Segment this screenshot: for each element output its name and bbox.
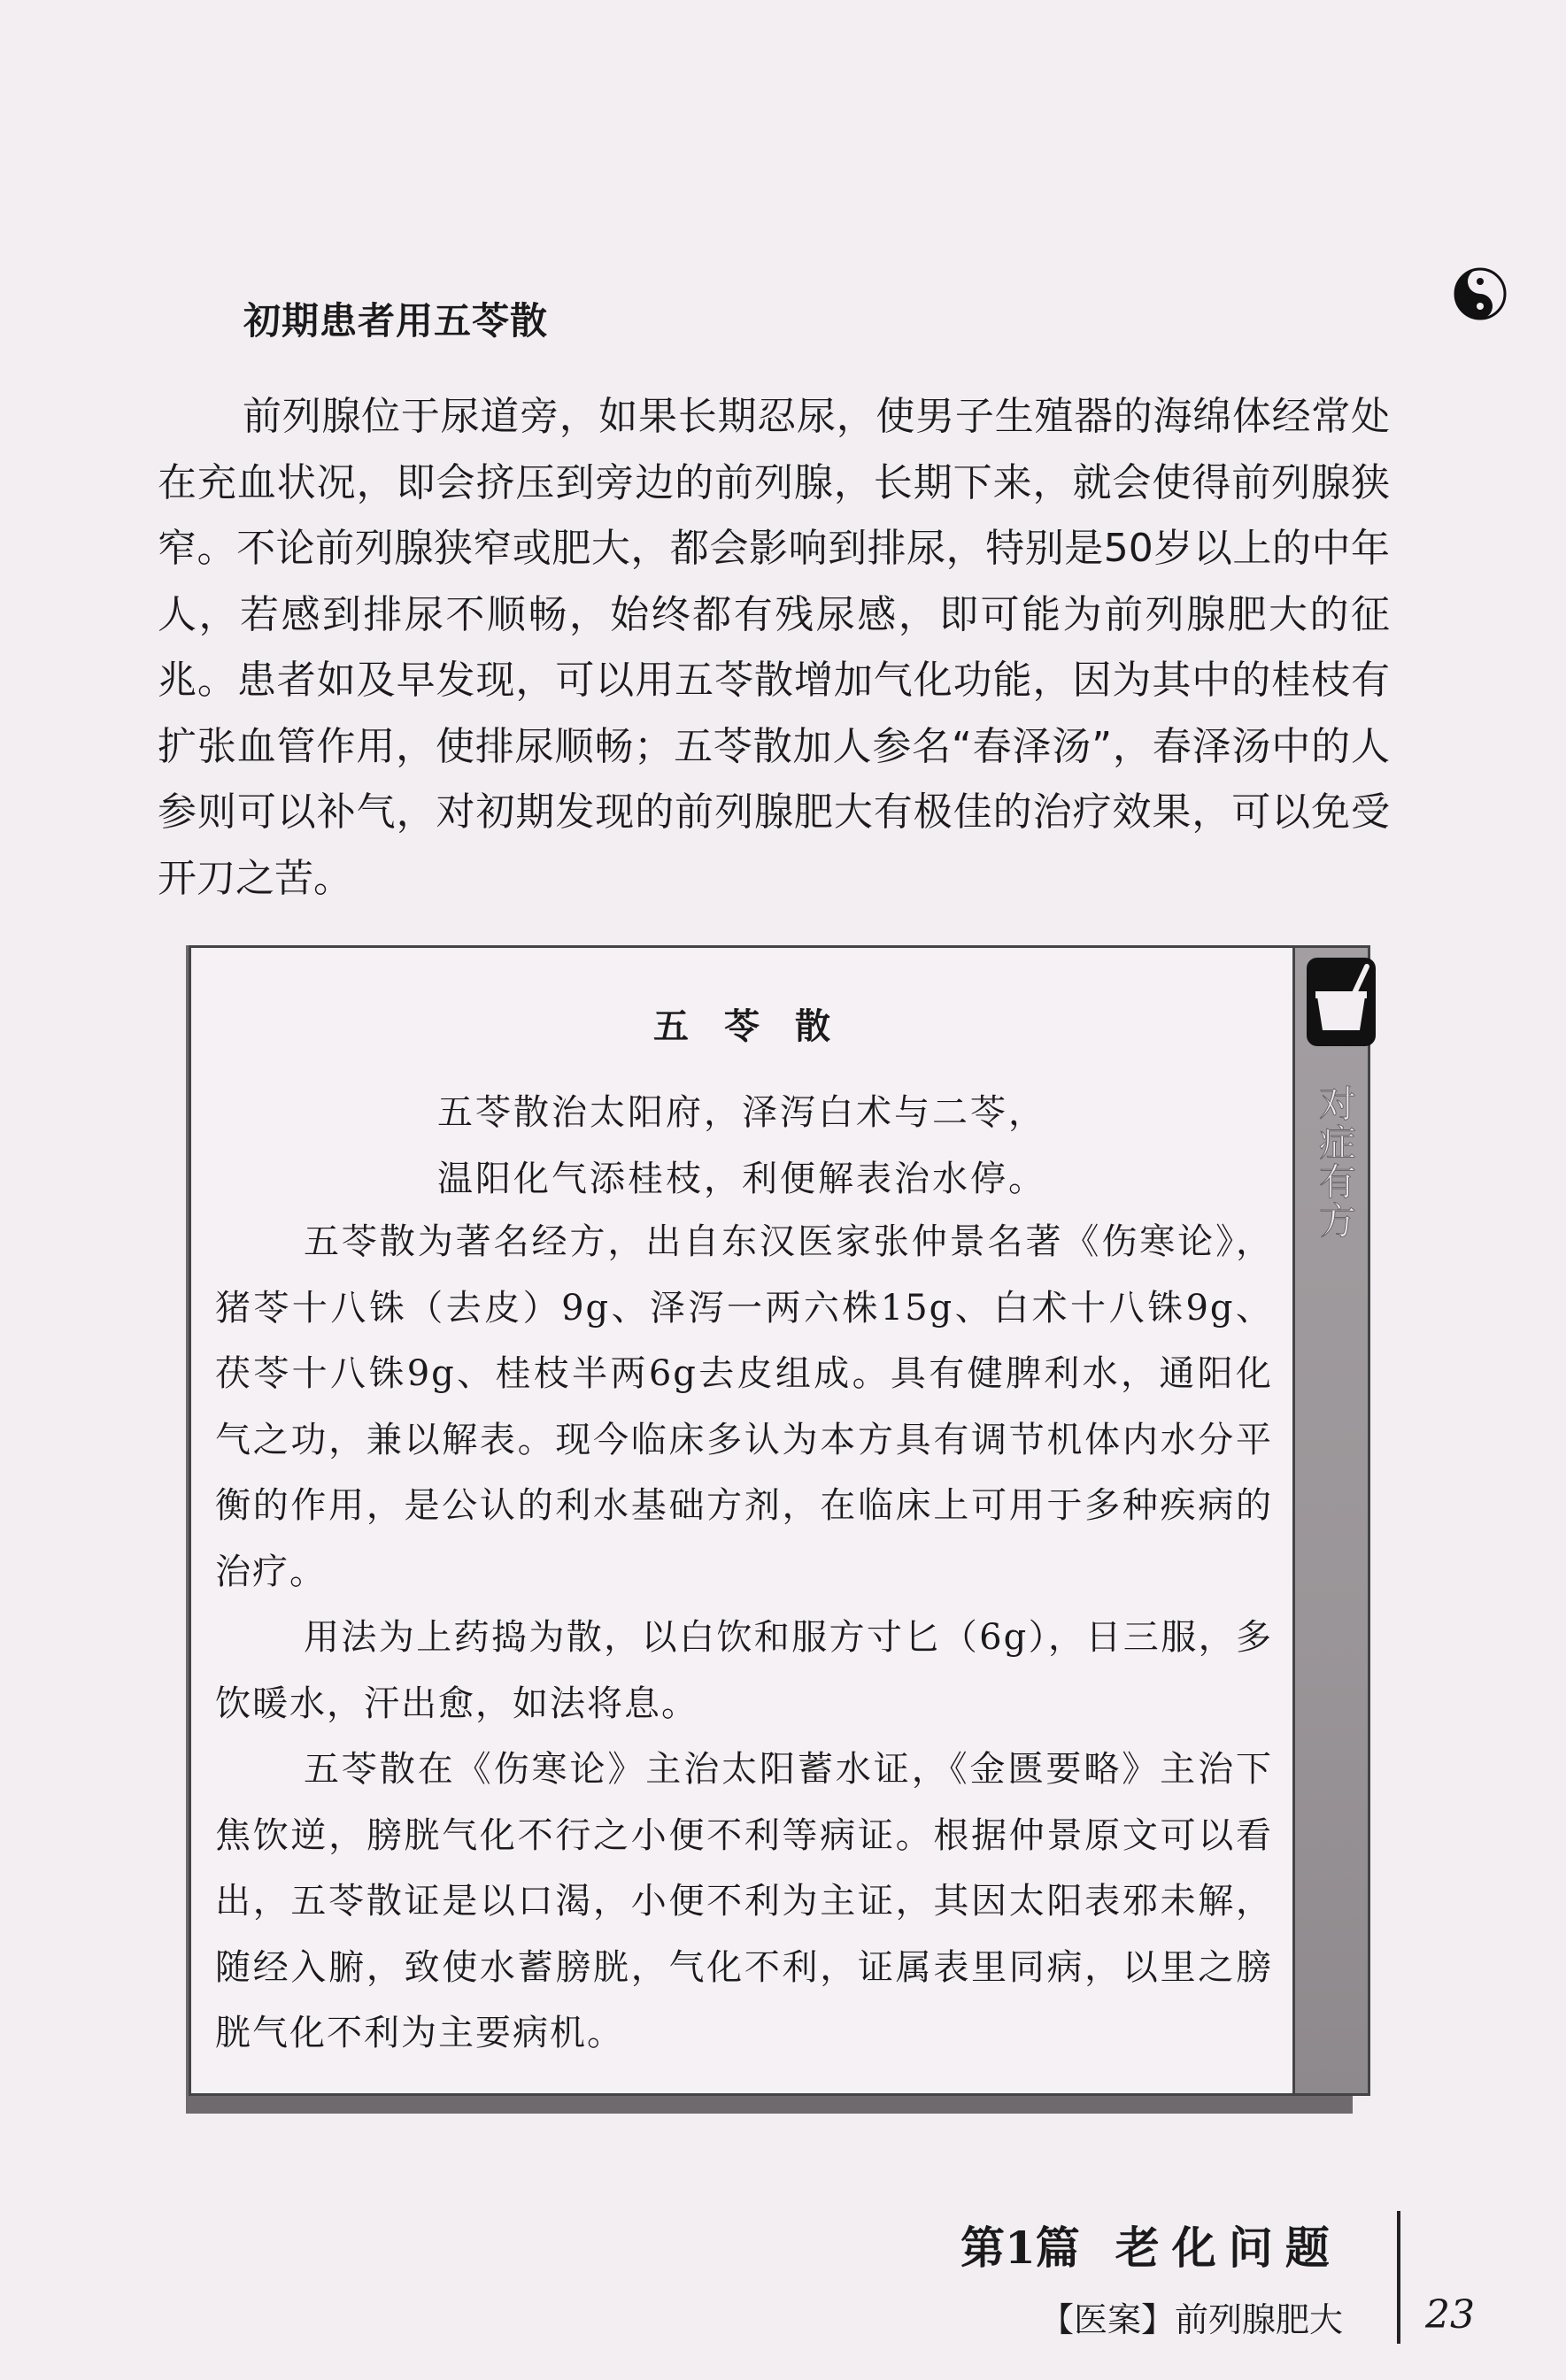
poem-line-1: 五苓散治太阳府，泽泻白术与二苓， (437, 1092, 1046, 1133)
box-paragraph-3: 五苓散在《伤寒论》主治太阳蓄水证，《金匮要略》主治下焦饮逆，膀胱气化不行之小便不利等病证。根据仲景原文可以看出，五苓散证是以口渴，小便不利为主证，其因太阳表邪未解，随经入腑，致使水蓄膀胱，气化不利，证属表里同病，以里之膀胱气化不利为主要病机。 (215, 1749, 1273, 2053)
section-heading: 初期患者用五苓散 (243, 299, 549, 343)
chapter-number: 第1篇 (960, 2222, 1080, 2274)
box-paragraph-1: 五苓散为著名经方，出自东汉医家张仲景名著《伤寒论》，猪苓十八铢（去皮）9g、泽泻一两六株15g、白术十八铢9g、茯苓十八铢9g、桂枝半两6g去皮组成。具有健脾利水，通阳化气之功，兼以解表。现今临床多认为本方具有调节机体内水分平衡的作用，是公认的利水基础方剂，在临床上可用于多种疾病的治疗。 (215, 1221, 1273, 1592)
sidebar-label: 对症有方 (1314, 1084, 1357, 1240)
chapter-title: 老化问题 (1115, 2222, 1342, 2274)
footer-divider (1397, 2211, 1400, 2344)
footer-chapter (960, 2213, 1342, 2276)
yin-yang-icon (1452, 266, 1508, 322)
page-number: 23 (1425, 2292, 1475, 2338)
intro-paragraph: 前列腺位于尿道旁，如果长期忍尿，使男子生殖器的海绵体经常处在充血状况，即会挤压到旁边的前列腺，长期下来，就会使得前列腺狭窄。不论前列腺狭窄或肥大，都会影响到排尿，特别是50岁以上的中年人，若感到排尿不顺畅，始终都有残尿感，即可能为前列腺肥大的征兆。患者如及早发现，可以用五苓散增加气化功能，因为其中的桂枝有扩张血管作用，使排尿顺畅；五苓散加人参名“春泽汤”，春泽汤中的人参则可以补气，对初期发现的前列腺肥大有极佳的治疗效果，可以免受开刀之苦。 (158, 394, 1390, 901)
poem-line-2: 温阳化气添桂枝，利便解表治水停。 (437, 1159, 1046, 1199)
box-title: 五苓散 (653, 1006, 866, 1047)
mortar-pestle-icon (1305, 956, 1377, 1048)
box-paragraph-2: 用法为上药捣为散，以白饮和服方寸匕（6g），日三服，多饮暖水，汗出愈，如法将息。 (215, 1617, 1273, 1724)
footer-subtitle: 【医案】前列腺肥大 (1040, 2300, 1344, 2339)
